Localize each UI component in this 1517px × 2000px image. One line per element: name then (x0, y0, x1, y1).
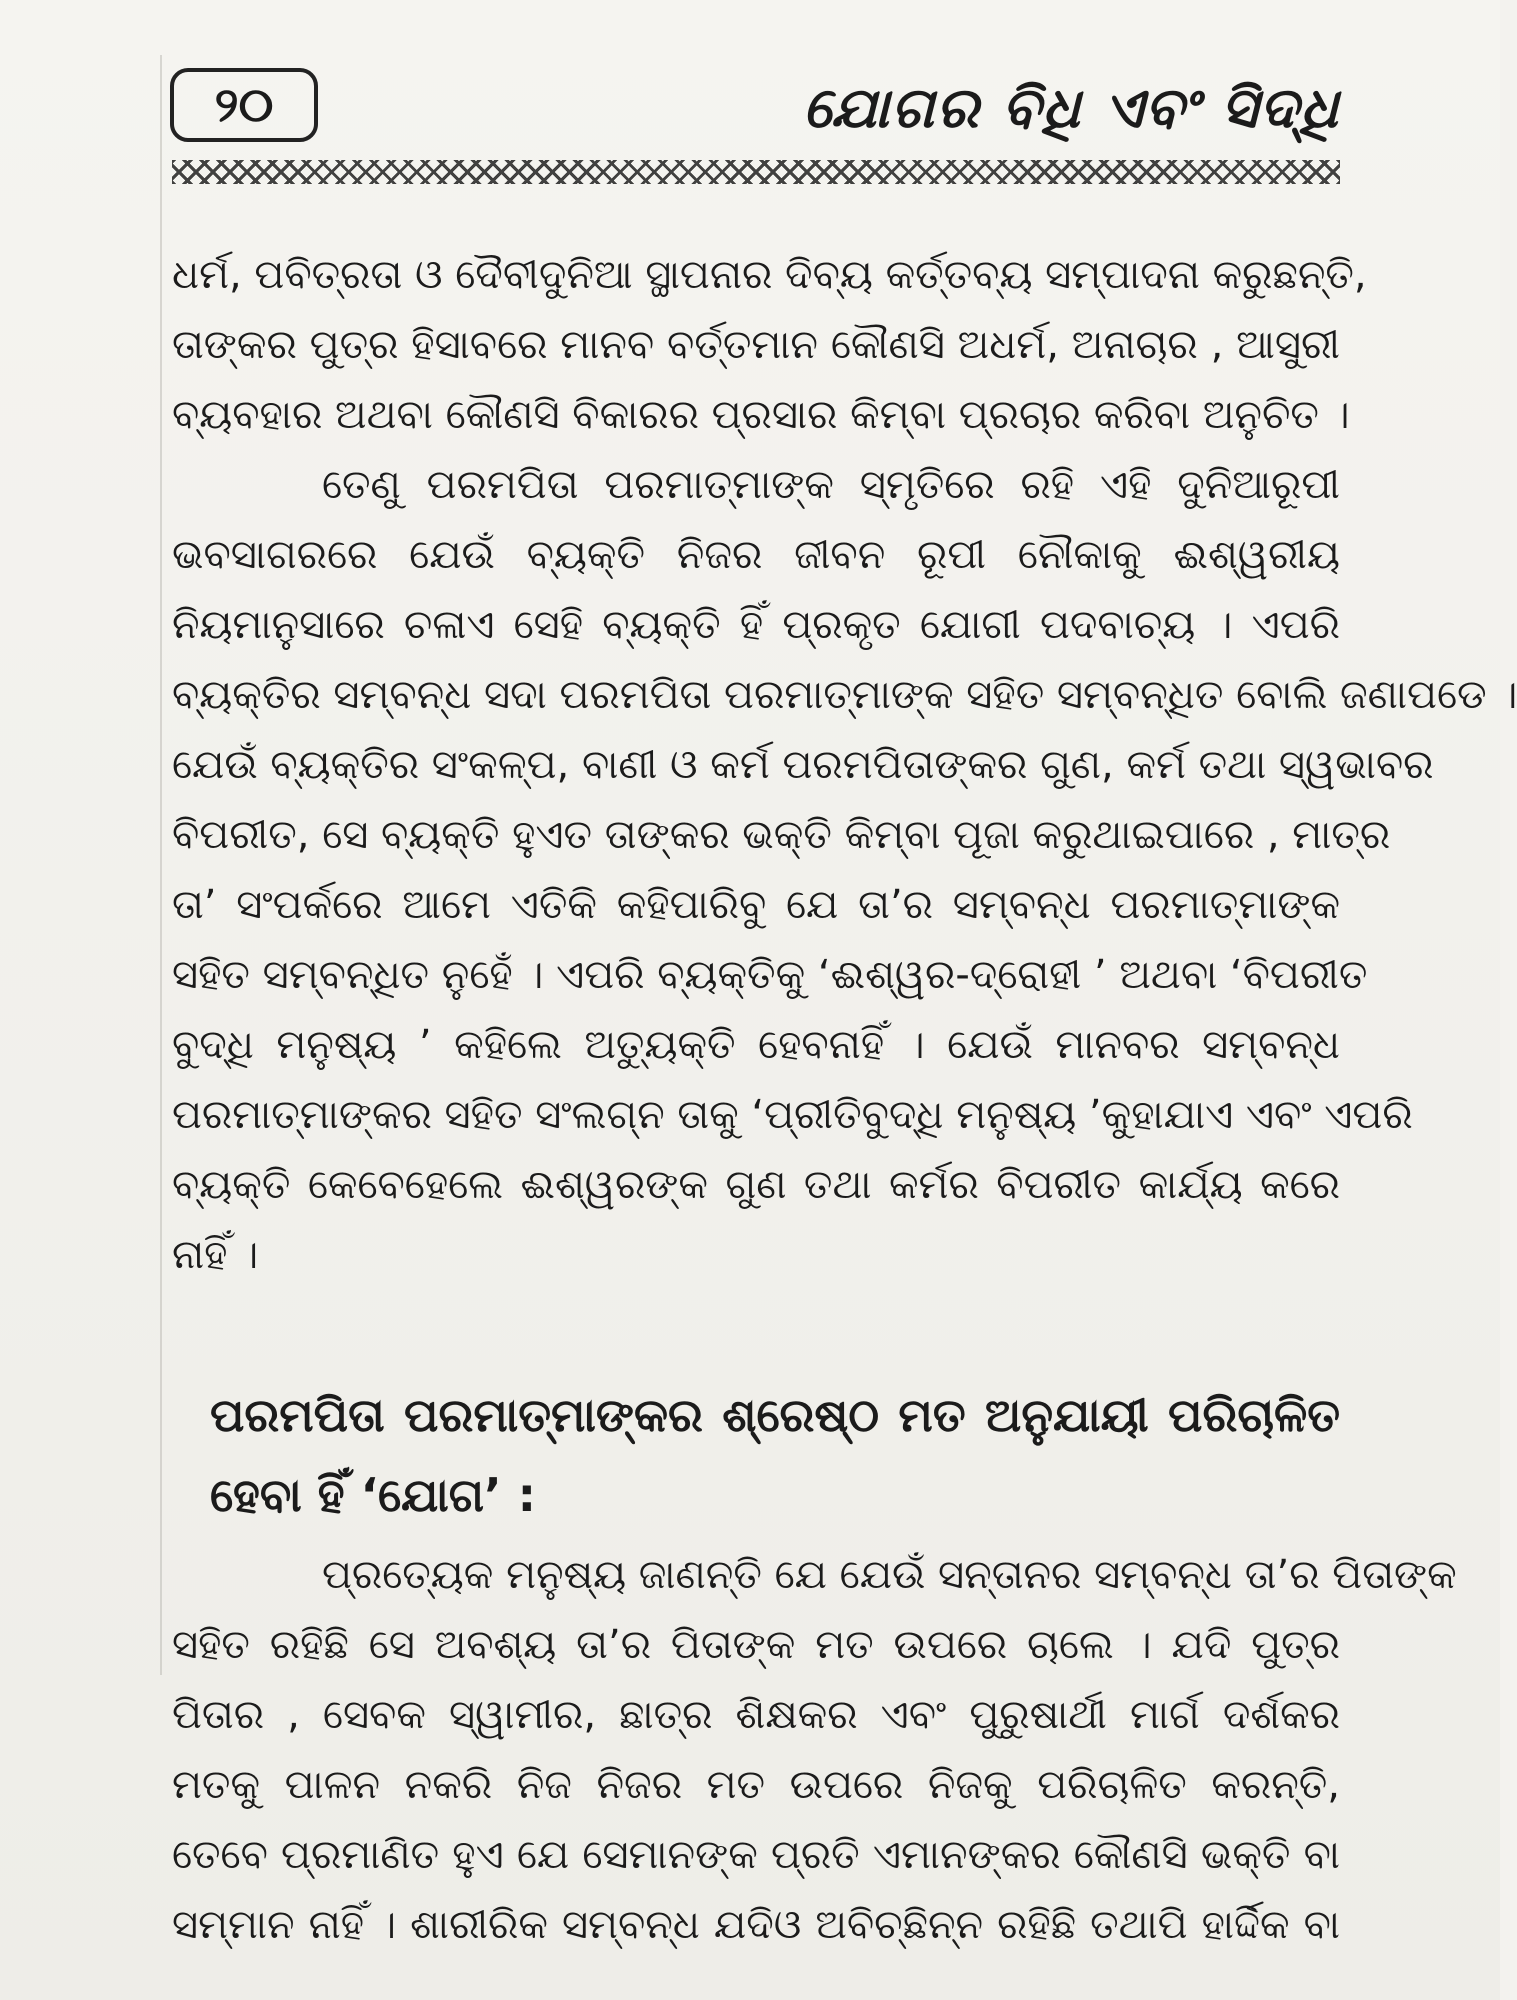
ornamental-divider (172, 160, 1340, 184)
text-line: ଧର୍ମ, ପବିତ୍ରତା ଓ ଦୈବୀଦୁନିଆ ସ୍ଥାପନାର ଦିବ୍ୟ କର୍ତ୍ତବ୍ୟ ସମ୍ପାଦନା କରୁଛନ୍ତି, (172, 252, 1367, 298)
text-line: ବୁଦ୍ଧି ମନୁଷ୍ୟ ’ କହିଲେ ଅତ୍ୟୁକ୍ତି ହେବନାହିଁ । ଯେଉଁ ମାନବର ସମ୍ବନ୍ଧ (172, 1022, 1340, 1068)
text-line: ତେଣୁ ପରମପିତା ପରମାତ୍ମାଙ୍କ ସ୍ମୃତିରେ ରହି ଏହି ଦୁନିଆରୂପୀ (322, 462, 1340, 508)
text-line: ତା’ ସଂପର୍କରେ ଆମେ ଏତିକି କହିପାରିବୁ ଯେ ତା’ର ସମ୍ବନ୍ଧ ପରମାତ୍ମାଙ୍କ (172, 882, 1340, 928)
text-line: ପ୍ରତ୍ୟେକ ମନୁଷ୍ୟ ଜାଣନ୍ତି ଯେ ଯେଉଁ ସନ୍ତାନର ସମ୍ବନ୍ଧ ତା’ର ପିତାଙ୍କ (322, 1552, 1457, 1598)
section-heading (210, 1375, 1340, 1535)
text-line: ନାହିଁ । (172, 1232, 259, 1278)
text-line: ସହିତ ରହିଛି ସେ ଅବଶ୍ୟ ତା’ର ପିତାଙ୍କ ମତ ଉପରେ ଚାଲେ । ଯଦି ପୁତ୍ର (172, 1622, 1340, 1668)
heading-line: ପରମପିତା ପରମାତ୍ମାଙ୍କର ଶ୍ରେଷ୍ଠ ମତ ଅନୁଯାୟୀ ପରିଚାଳିତ (210, 1388, 1340, 1442)
text-line: ମତକୁ ପାଳନ ନକରି ନିଜ ନିଜର ମତ ଉପରେ ନିଜକୁ ପରିଚାଳିତ କରନ୍ତି, (172, 1762, 1340, 1808)
text-line: ବ୍ୟକ୍ତି କେବେହେଲେ ଈଶ୍ୱରଙ୍କ ଗୁଣ ତଥା କର୍ମର ବିପରୀତ କାର୍ଯ୍ୟ କରେ (172, 1162, 1340, 1208)
text-line: ତାଙ୍କର ପୁତ୍ର ହିସାବରେ ମାନବ ବର୍ତ୍ତମାନ କୌଣସି ଅଧର୍ମ, ଅନାଚାର , ଆସୁରୀ (172, 322, 1340, 368)
text-line: ବିପରୀତ, ସେ ବ୍ୟକ୍ତି ହୁଏତ ତାଙ୍କର ଭକ୍ତି କିମ୍ବା ପୂଜା କରୁଥାଇପାରେ , ମାତ୍ର (172, 812, 1391, 858)
body-text-upper (172, 240, 1517, 1290)
text-line: ବ୍ୟକ୍ତିର ସମ୍ବନ୍ଧ ସଦା ପରମପିତା ପରମାତ୍ମାଙ୍କ ସହିତ ସମ୍ବନ୍ଧିତ ବୋଲି ଜଣାପଡେ । (172, 672, 1517, 718)
text-line: ନିୟମାନୁସାରେ ଚଳାଏ ସେହି ବ୍ୟକ୍ତି ହିଁ ପ୍ରକୃତ ଯୋଗୀ ପଦବାଚ୍ୟ । ଏପରି (172, 602, 1340, 648)
text-line: ସହିତ ସମ୍ବନ୍ଧିତ ନୁହେଁ । ଏପରି ବ୍ୟକ୍ତିକୁ ‘ଈଶ୍ୱର-ଦ୍ରୋହୀ ’ ଅଥବା ‘ବିପରୀତ (172, 952, 1368, 998)
text-line: ଭବସାଗରରେ ଯେଉଁ ବ୍ୟକ୍ତି ନିଜର ଜୀବନ ରୂପୀ ନୌକାକୁ ଈଶ୍ୱରୀୟ (172, 532, 1340, 578)
body-text-lower (172, 1540, 1457, 1960)
text-line: ବ୍ୟବହାର ଅଥବା କୌଣସି ବିକାରର ପ୍ରସାର କିମ୍ବା ପ୍ରଚାର କରିବା ଅନୁଚିତ । (172, 392, 1350, 438)
text-line: ପିତାର , ସେବକ ସ୍ୱାମୀର, ଛାତ୍ର ଶିକ୍ଷକର ଏବଂ ପୁରୁଷାର୍ଥୀ ମାର୍ଗ ଦର୍ଶକର (172, 1692, 1340, 1738)
text-line: ଯେଉଁ ବ୍ୟକ୍ତିର ସଂକଳ୍ପ, ବାଣୀ ଓ କର୍ମ ପରମପିତାଙ୍କର ଗୁଣ, କର୍ମ ତଥା ସ୍ୱଭାବର (172, 742, 1434, 788)
page-number: ୨୦ (170, 68, 318, 142)
margin-rule (160, 55, 162, 1675)
heading-line: ହେବା ହିଁ ‘ଯୋଗ’ : (210, 1468, 536, 1522)
text-line: ପରମାତ୍ମାଙ୍କର ସହିତ ସଂଲଗ୍ନ ତାକୁ ‘ପ୍ରୀତିବୁଦ୍ଧି ମନୁଷ୍ୟ ’କୁହାଯାଏ ଏବଂ ଏପରି (172, 1092, 1413, 1138)
text-line: ସମ୍ମାନ ନାହିଁ । ଶାରୀରିକ ସମ୍ବନ୍ଧ ଯଦିଓ ଅବିଚ୍ଛିନ୍ନ ରହିଛି ତଥାପି ହାର୍ଦ୍ଦିକ ବା (172, 1902, 1340, 1948)
running-title: ଯୋଗର ବିଧି ଏବଂ ସିଦ୍ଧି (802, 76, 1340, 141)
text-line: ତେବେ ପ୍ରମାଣିତ ହୁଏ ଯେ ସେମାନଙ୍କ ପ୍ରତି ଏମାନଙ୍କର କୌଣସି ଭକ୍ତି ବା (172, 1832, 1340, 1878)
